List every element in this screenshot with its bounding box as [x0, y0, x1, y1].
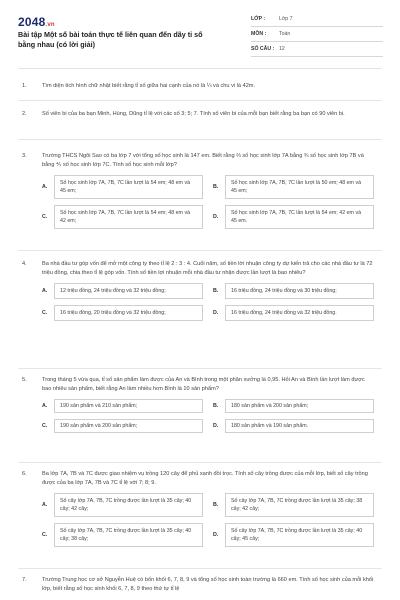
answer-options: [42, 493, 374, 547]
question-1: [22, 82, 374, 91]
option-text: 16 triệu đồng, 20 triệu đồng và 32 triệu đồng;: [54, 305, 203, 321]
divider: [18, 139, 382, 140]
option-letter: C.: [42, 423, 48, 429]
option-text: 16 triệu đồng, 24 triệu đồng và 32 triệu đồng.: [225, 305, 374, 321]
option-text: Số cây lớp 7A, 7B, 7C trồng được lần lượt là 35 cây; 38 cây; 42 cây;: [225, 493, 374, 517]
question-text: Tìm diện tích hình chữ nhật biết rằng tỉ số giữa hai cạnh của nó là ¼ và chu vi là 42m.: [42, 83, 256, 89]
meta-key: LỚP :: [251, 16, 266, 22]
option-text: Số cây lớp 7A, 7B, 7C trồng được lần lượt là 35 cây; 40 cây; 38 cây;: [54, 523, 203, 547]
question-number: 3.: [22, 153, 27, 159]
meta-table: [251, 12, 383, 57]
meta-row-count: [251, 42, 383, 57]
divider: [18, 368, 382, 369]
answer-option-c[interactable]: [42, 305, 203, 321]
answer-option-b[interactable]: [213, 399, 374, 413]
meta-value: Lớp 7: [279, 16, 293, 22]
answer-option-c[interactable]: [42, 523, 203, 547]
answer-option-b[interactable]: [213, 283, 374, 299]
meta-value: Toán: [279, 31, 291, 37]
option-letter: A.: [42, 288, 48, 294]
question-number: 4.: [22, 261, 27, 267]
meta-key: SỐ CÂU :: [251, 46, 275, 52]
answer-option-a[interactable]: [42, 399, 203, 413]
meta-key: MÔN :: [251, 31, 267, 37]
option-text: Số cây lớp 7A, 7B, 7C trồng được lần lượt là 35 cây; 40 cây; 42 cây;: [54, 493, 203, 517]
divider: [18, 100, 382, 101]
option-letter: C.: [42, 214, 48, 220]
question-number: 7.: [22, 577, 27, 583]
option-text: Số học sinh lớp 7A, 7B, 7C lần lượt là 54 em; 48 em và 45 em;: [54, 175, 203, 199]
answer-option-c[interactable]: [42, 205, 203, 229]
question-text: Trường THCS Ngôi Sao có ba lớp 7 với tổng số học sinh là 147 em. Biết rằng ⅔ số học sinh lớp 7A bằng ¾ số học sinh lớp 7B và bằng ⅘ số học sinh lớp 7C. Tính số học sinh mỗi lớp?: [42, 153, 364, 168]
meta-row-subject: [251, 27, 383, 42]
question-4: [22, 260, 374, 321]
meta-row-class: [251, 12, 383, 27]
option-text: 190 sản phẩm và 200 sản phẩm;: [54, 419, 203, 433]
question-number: 2.: [22, 111, 27, 117]
answer-option-b[interactable]: [213, 493, 374, 517]
question-number: 6.: [22, 471, 27, 477]
question-3: [22, 152, 374, 229]
option-text: Số cây lớp 7A, 7B, 7C trồng được lần lượt là 35 cây; 40 cây; 45 cây;: [225, 523, 374, 547]
question-text: Số viên bi của ba bạn Minh, Hùng, Dũng tỉ lệ với các số 3; 5; 7. Tính số viên bi của mỗi bạn biết rằng ba bạn có 90 viên bi.: [42, 111, 345, 117]
question-number: 5.: [22, 377, 27, 383]
question-2: [22, 110, 374, 119]
question-text: Ba lớp 7A, 7B và 7C được giao nhiệm vụ trồng 120 cây để phủ xanh đồi trọc. Tính số cây trồng được của mỗi lớp, biết số cây trồng được của ba lớp 7A, 7B và 7C tỉ lệ với 7; 8; 9.: [42, 471, 368, 486]
option-letter: D.: [213, 532, 219, 538]
answer-option-d[interactable]: [213, 523, 374, 547]
option-letter: C.: [42, 532, 48, 538]
question-5: [22, 376, 374, 433]
option-text: 180 sản phẩm và 190 sản phẩm.: [225, 419, 374, 433]
question-text: Ba nhà đầu tư góp vốn để mở một công ty theo tỉ lệ 2 : 3 : 4. Cuối năm, số tiền lời nhuận công ty dự kiến trả cho các nhà đầu tư là 72 triệu đồng, chia theo tỉ lệ góp vốn. Tính số tiền lợi nhuận mỗi nhà đầu tư nhận được lần lượt là bao nhiêu?: [42, 261, 373, 276]
answer-options: [42, 399, 374, 433]
option-letter: A.: [42, 403, 48, 409]
question-text: Trường Trung học cơ sở Nguyễn Huệ có bốn khối 6, 7, 8, 9 và tổng số học sinh toàn trường là 660 em. Tính số học sinh của mỗi khối lớp, biết rằng số học sinh khối 6, 7, 8, 9 theo thứ tự tỉ lệ: [42, 577, 374, 592]
option-letter: B.: [213, 502, 219, 508]
question-7: [22, 576, 374, 594]
answer-option-a[interactable]: [42, 493, 203, 517]
answer-option-a[interactable]: [42, 283, 203, 299]
option-text: Số học sinh lớp 7A, 7B, 7C lần lượt là 50 em; 48 em và 45 em;: [225, 175, 374, 199]
option-letter: D.: [213, 310, 219, 316]
divider: [18, 462, 382, 463]
answer-options: [42, 175, 374, 229]
divider: [18, 250, 382, 251]
option-letter: B.: [213, 288, 219, 294]
answer-option-d[interactable]: [213, 419, 374, 433]
answer-options: [42, 283, 374, 321]
option-text: 16 triệu đồng, 24 triệu đồng và 30 triệu đồng;: [225, 283, 374, 299]
option-letter: B.: [213, 184, 219, 190]
option-letter: D.: [213, 214, 219, 220]
question-number: 1.: [22, 83, 27, 89]
option-letter: A.: [42, 184, 48, 190]
header-divider: [18, 68, 382, 69]
header: [0, 0, 400, 64]
option-letter: A.: [42, 502, 48, 508]
document-title: Bài tập Một số bài toán thực tế liên quan đến dãy tỉ số bằng nhau (có lời giải): [18, 30, 203, 49]
answer-option-d[interactable]: [213, 205, 374, 229]
option-text: 180 sản phẩm và 200 sản phẩm;: [225, 399, 374, 413]
meta-value: 12: [279, 46, 285, 52]
option-text: Số học sinh lớp 7A, 7B, 7C lần lượt là 54 em; 48 em và 42 em;: [54, 205, 203, 229]
answer-option-d[interactable]: [213, 305, 374, 321]
option-text: Số học sinh lớp 7A, 7B, 7C lần lượt là 54 em; 42 em và 45 em.: [225, 205, 374, 229]
answer-option-c[interactable]: [42, 419, 203, 433]
logo-main: 2048: [18, 15, 46, 29]
answer-option-a[interactable]: [42, 175, 203, 199]
option-letter: D.: [213, 423, 219, 429]
site-logo[interactable]: [18, 15, 55, 29]
option-text: 190 sản phẩm và 210 sản phẩm;: [54, 399, 203, 413]
option-text: 12 triệu đồng, 24 triệu đồng và 32 triệu đồng;: [54, 283, 203, 299]
answer-option-b[interactable]: [213, 175, 374, 199]
question-text: Trong tháng 5 vừa qua, tỉ số sản phẩm làm được của An và Bình trong một phân xưởng là 0,95. Hỏi An và Bình lần lượt làm được bao nhiêu sản phẩm, biết rằng An làm nhiều hơn Bình là 10 sản phẩm?: [42, 377, 365, 392]
question-6: [22, 470, 374, 547]
option-letter: C.: [42, 310, 48, 316]
divider: [18, 568, 382, 569]
option-letter: B.: [213, 403, 219, 409]
logo-suffix: .vn: [45, 22, 55, 28]
